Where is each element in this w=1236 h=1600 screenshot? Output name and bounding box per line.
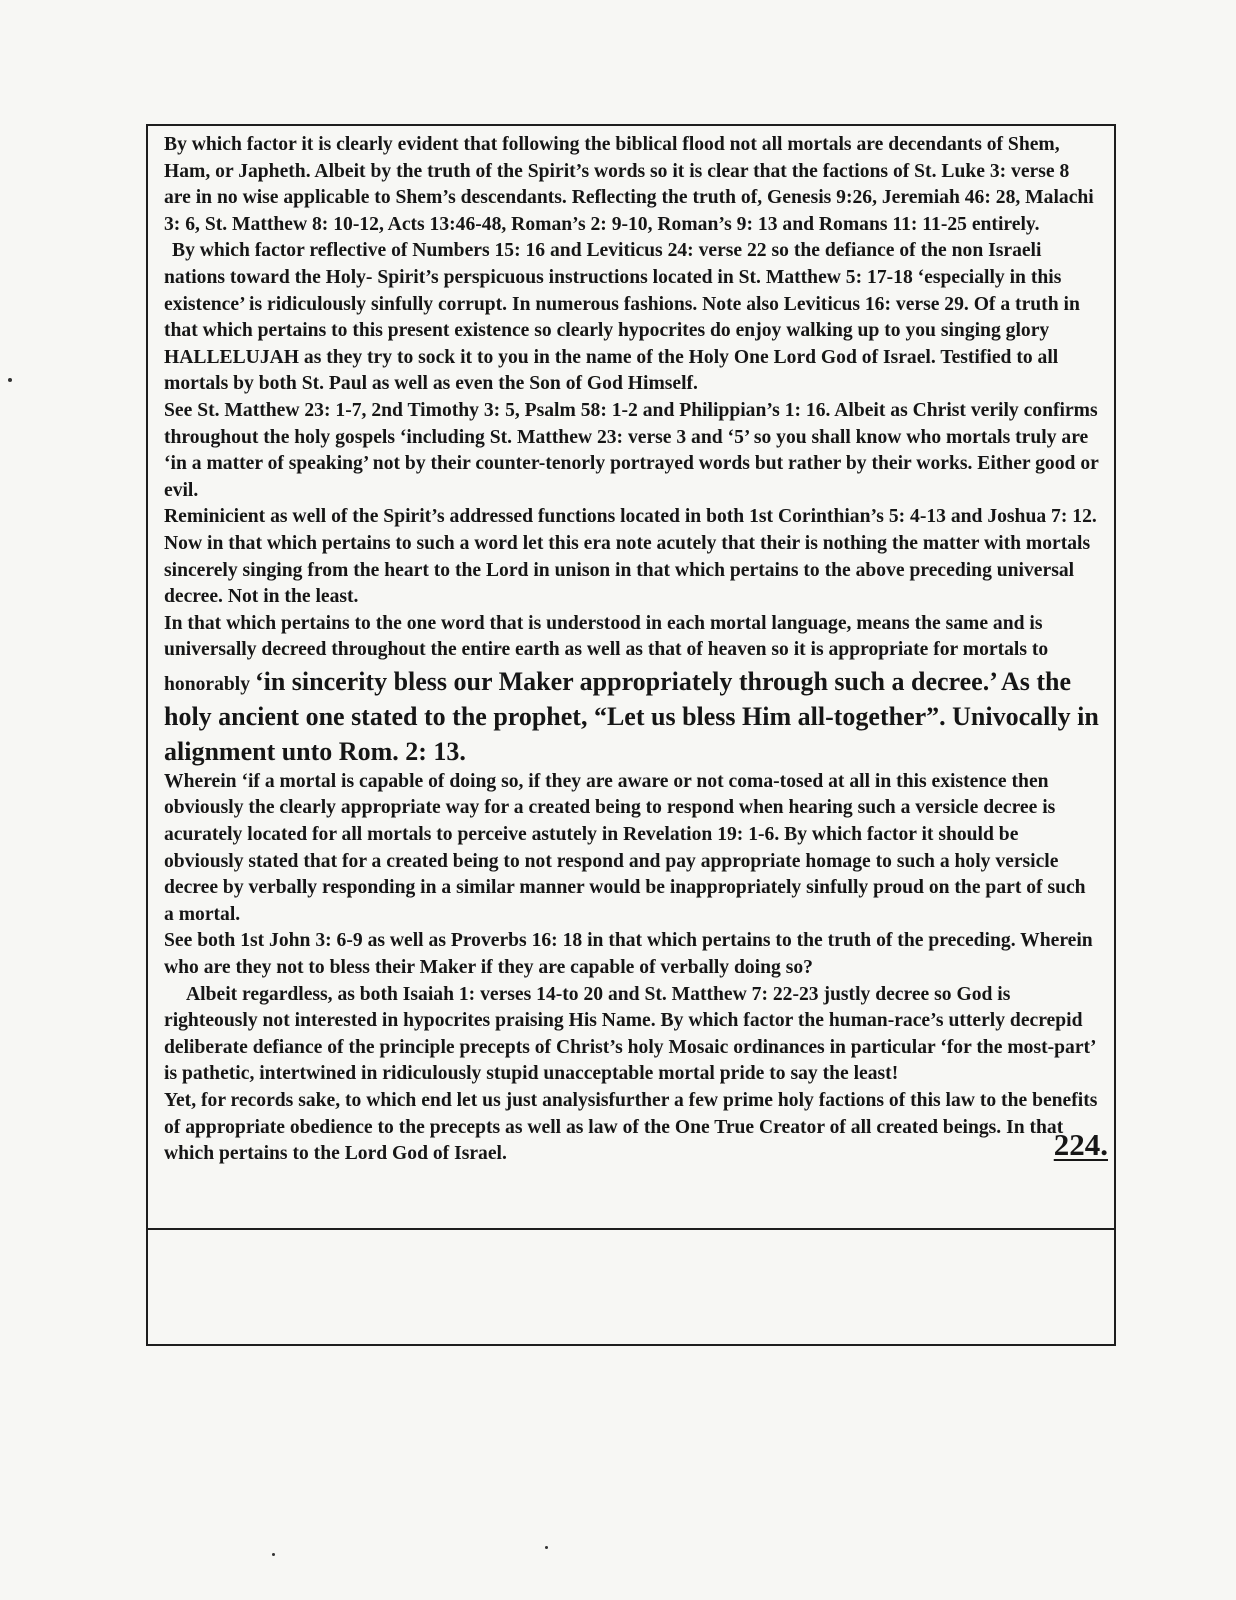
page-border xyxy=(146,124,1116,1346)
page-number: 224. xyxy=(1053,1127,1108,1162)
paragraph-7: See both 1st John 3: 6-9 as well as Proverbs 16: 18 in that which pertains to the truth of the preceding. Wherein who are they not to bless their Maker if they are capable of verbally doing so? xyxy=(164,930,1093,979)
paragraph-4: Reminicient as well of the Spirit’s addressed functions located in both 1st Corinthian’s 5: 4-13 and Joshua 7: 12. Now in that which pertains to such a word let this era note acutely that their is nothing the matter with mortals sincerely singing from the heart to the Lord in unison in that which pertains to the above preceding universal decree. Not in the least. xyxy=(164,506,1097,608)
paragraph-1: By which factor it is clearly evident that following the biblical flood not all mortals are decendants of Shem, Ham, or Japheth. Albeit by the truth of the Spirit’s words so it is clear that the factions of St. Luke 3: verse 8 are in no wise applicable to Shem’s descendants. Reflecting the truth of, Genesis 9:26, Jeremiah 46: 28, Malachi 3: 6, St. Matthew 8: 10-12, Acts 13:46-48, Roman’s 2: 9-10, Roman’s 9: 13 and Romans 11: 11-25 entirely. xyxy=(164,134,1094,235)
scan-speck xyxy=(272,1553,275,1556)
footer-divider xyxy=(148,1228,1114,1230)
paragraph-5 xyxy=(164,611,1100,769)
paragraph-6: Wherein ‘if a mortal is capable of doing so, if they are aware or not coma-tosed at all in this existence then obviously the clearly appropriate way for a created being to respond when hearing such a versicle decree is acurately located for all mortals to perceive astutely in Revelation 19: 1-6. By which factor it should be obviously stated that for a created being to not respond and pay appropriate homage to such a holy versicle decree by verbally responding in a similar manner would be inappropriately sinfully proud on the part of such a mortal. xyxy=(164,770,1086,925)
paragraph-2: By which factor reflective of Numbers 15: 16 and Leviticus 24: verse 22 so the defiance of the non Israeli nations toward the Holy- Spirit’s perspicuous instructions located in St. Matthew 5: 17-18 ‘especially in this existence’ is ridiculously sinfully corrupt. In numerous fashions. Note also Leviticus 16: verse 29. Of a truth in that which pertains to this present existence so clearly hypocrites do enjoy walking up to you singing glory HALLELUJAH as they try to sock it to you in the name of the Holy One Lord God of Israel. Testified to all mortals by both St. Paul as well as even the Son of God Himself. xyxy=(164,240,1080,395)
paragraph-5-lead: In that which pertains to the one word that is understood in each mortal language, means the same and is universally decreed throughout the entire earth as well as that of heaven so it is appropriate for mortals to honorably xyxy=(164,612,1049,695)
page-body xyxy=(164,132,1100,1168)
paragraph-8: Albeit regardless, as both Isaiah 1: verses 14-to 20 and St. Matthew 7: 22-23 justly decree so God is righteously not interested in hypocrites praising His Name. By which factor the human-race’s utterly decrepid deliberate defiance of the principle precepts of Christ’s holy Mosaic ordinances in particular ‘for the most-part’ is pathetic, intertwined in ridiculously stupid unacceptable mortal pride to say the least! xyxy=(164,983,1096,1085)
scan-speck xyxy=(545,1546,548,1549)
scan-speck xyxy=(8,378,12,382)
paragraph-9: Yet, for records sake, to which end let us just analysisfurther a few prime holy factions of this law to the benefits of appropriate obedience to the precepts as well as law of the One True Creator of all created beings. In that which pertains to the Lord God of Israel. xyxy=(164,1090,1098,1165)
emphasized-decree: ‘in sincerity bless our Maker appropriately through such a decree.’ As the holy ancient one stated to the prophet, “Let us bless Him all-together”. Univocally in alignment unto Rom. 2: 13. xyxy=(164,666,1099,766)
paragraph-3: See St. Matthew 23: 1-7, 2nd Timothy 3: 5, Psalm 58: 1-2 and Philippian’s 1: 16. Albeit as Christ verily confirms throughout the holy gospels ‘including St. Matthew 23: verse 3 and ‘5’ so you shall know who mortals truly are ‘in a matter of speaking’ not by their counter-tenorly portrayed words but rather by their works. Either good or evil. xyxy=(164,399,1099,501)
